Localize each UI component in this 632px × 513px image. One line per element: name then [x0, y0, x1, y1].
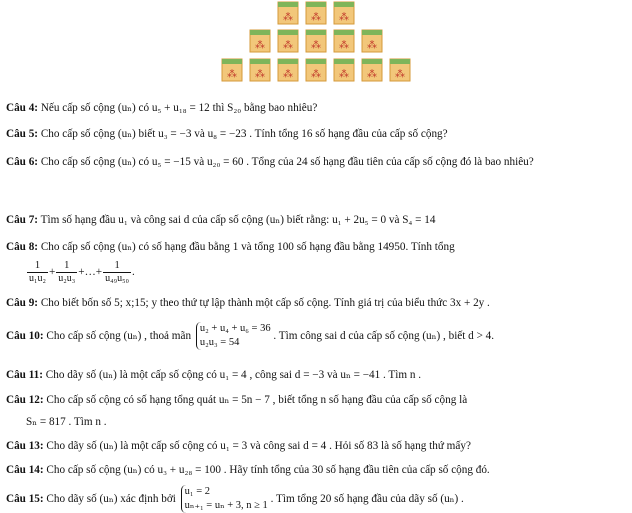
- svg-text:⁂: ⁂: [227, 69, 237, 80]
- question-label: Câu 13:: [6, 440, 44, 452]
- fraction-term-2: $\frac{1}{\text{u₂u₃}}$: [58, 260, 76, 285]
- fraction-term-last: $\frac{1}{\text{u₄₉u₅₀}}$: [105, 260, 130, 285]
- question-label: Câu 14:: [6, 464, 44, 476]
- question-text: Cho cấp số cộng (uₙ) có u₅ = −15 và u₂₀ = 60 . Tổng của 24 số hạng đầu tiên của cấp số cộng đó là bao nhiêu?: [40, 156, 534, 168]
- question-text: Tìm số hạng đầu u₁ và công sai d của cấp số cộng (uₙ) biết rằng: u₁ + 2u₅ = 0 và S₄ = 14: [40, 214, 436, 226]
- question-text: Cho cấp số cộng có số hạng tổng quát uₙ = 5n − 7 , biết tổng n số hạng đầu của cấp số cộng là: [46, 394, 468, 406]
- question-10: [6, 322, 626, 350]
- svg-text:⁂: ⁂: [311, 12, 321, 23]
- question-7: [6, 213, 626, 227]
- question-15: [6, 485, 626, 513]
- svg-text:⁂: ⁂: [339, 69, 349, 80]
- question-text-pre: Cho dãy số (uₙ) xác định bởi: [46, 492, 176, 505]
- question-8-formula: $\frac{1}{\text{u₁u₂}}$ + $\frac{1}{\text{u₂u₃}}$ +…+ $\frac{1}{\text{u₄₉u₅₀}}$ .: [29, 260, 135, 285]
- question-13: [6, 439, 626, 453]
- question-label: Câu 11:: [6, 369, 43, 381]
- svg-text:⁂: ⁂: [283, 69, 293, 80]
- question-label: Câu 4:: [6, 102, 39, 114]
- svg-text:⁂: ⁂: [339, 12, 349, 23]
- recurrence-system: u₁ = 2 uₙ₊₁ = uₙ + 3, n ≥ 1: [181, 485, 268, 513]
- question-12: [6, 393, 626, 407]
- question-text: Cho biết bốn số 5; x;15; y theo thứ tự lập thành một cấp số cộng. Tính giá trị của biểu thức 3x + 2y .: [40, 297, 490, 309]
- question-8: [6, 240, 626, 254]
- question-text-post: . Tìm tổng 20 số hạng đầu của dãy số (uₙ) .: [270, 492, 464, 505]
- question-label: Câu 6:: [6, 156, 39, 168]
- decorative-box-pyramid: [0, 0, 632, 88]
- question-text: Cho dãy số (uₙ) là một cấp số cộng có u₁ = 4 , công sai d = −3 và uₙ = −41 . Tìm n .: [45, 369, 422, 381]
- box-row-2: [250, 30, 382, 52]
- svg-text:⁂: ⁂: [311, 69, 321, 80]
- box-row-3: [222, 59, 410, 81]
- svg-text:⁂: ⁂: [283, 40, 293, 51]
- question-11: [6, 368, 626, 382]
- svg-text:⁂: ⁂: [255, 40, 265, 51]
- question-text: Cho cấp số cộng (uₙ) có u₃ + u₂₈ = 100 . Hãy tính tổng của 30 số hạng đầu tiên của cấp số cộng đó.: [46, 464, 490, 476]
- question-6: [6, 151, 626, 173]
- question-label: Câu 15:: [6, 492, 44, 505]
- question-9: [6, 296, 626, 310]
- question-text: Cho cấp số cộng (uₙ) có số hạng đầu bằng 1 và tổng 100 số hạng đầu bằng 14950. Tính tổng: [40, 241, 455, 253]
- question-text: Cho cấp số cộng (uₙ) biết u₃ = −3 và u₈ = −23 . Tính tổng 16 số hạng đầu của cấp số cộng?: [40, 128, 448, 140]
- svg-text:⁂: ⁂: [255, 69, 265, 80]
- question-12-line-2: [26, 415, 626, 429]
- svg-text:⁂: ⁂: [367, 40, 377, 51]
- question-text-post: . Tìm công sai d của cấp số cộng (uₙ) , biết d > 4.: [273, 329, 495, 342]
- question-label: Câu 10:: [6, 329, 44, 342]
- svg-text:⁂: ⁂: [367, 69, 377, 80]
- question-label: Câu 5:: [6, 128, 39, 140]
- question-label: Câu 8:: [6, 241, 39, 253]
- question-label: Câu 12:: [6, 394, 44, 406]
- equation-system: u₂ + u₄ + u₆ = 36 u₂u₃ = 54: [196, 322, 271, 350]
- question-text: Cho dãy số (uₙ) là một cấp số cộng có u₁ = 3 và công sai d = 4 . Hỏi số 83 là số hạng thứ mấy?: [46, 440, 471, 452]
- question-5: [6, 127, 626, 141]
- question-text: Nếu cấp số cộng (uₙ) có u₅ + u₁₈ = 12 thì S₂₀ bằng bao nhiêu?: [40, 102, 318, 114]
- question-text-pre: Cho cấp số cộng (uₙ) , thoả mãn: [46, 329, 192, 342]
- svg-text:⁂: ⁂: [395, 69, 405, 80]
- svg-text:⁂: ⁂: [339, 40, 349, 51]
- svg-text:⁂: ⁂: [311, 40, 321, 51]
- question-text: Sₙ = 817 . Tìm n .: [26, 416, 107, 428]
- fraction-term-1: $\frac{1}{\text{u₁u₂}}$: [29, 260, 46, 285]
- question-4: [6, 101, 626, 115]
- svg-text:⁂: ⁂: [283, 12, 293, 23]
- box-row-1: [278, 2, 354, 24]
- question-14: [6, 463, 626, 477]
- question-label: Câu 9:: [6, 297, 39, 309]
- question-label: Câu 7:: [6, 214, 39, 226]
